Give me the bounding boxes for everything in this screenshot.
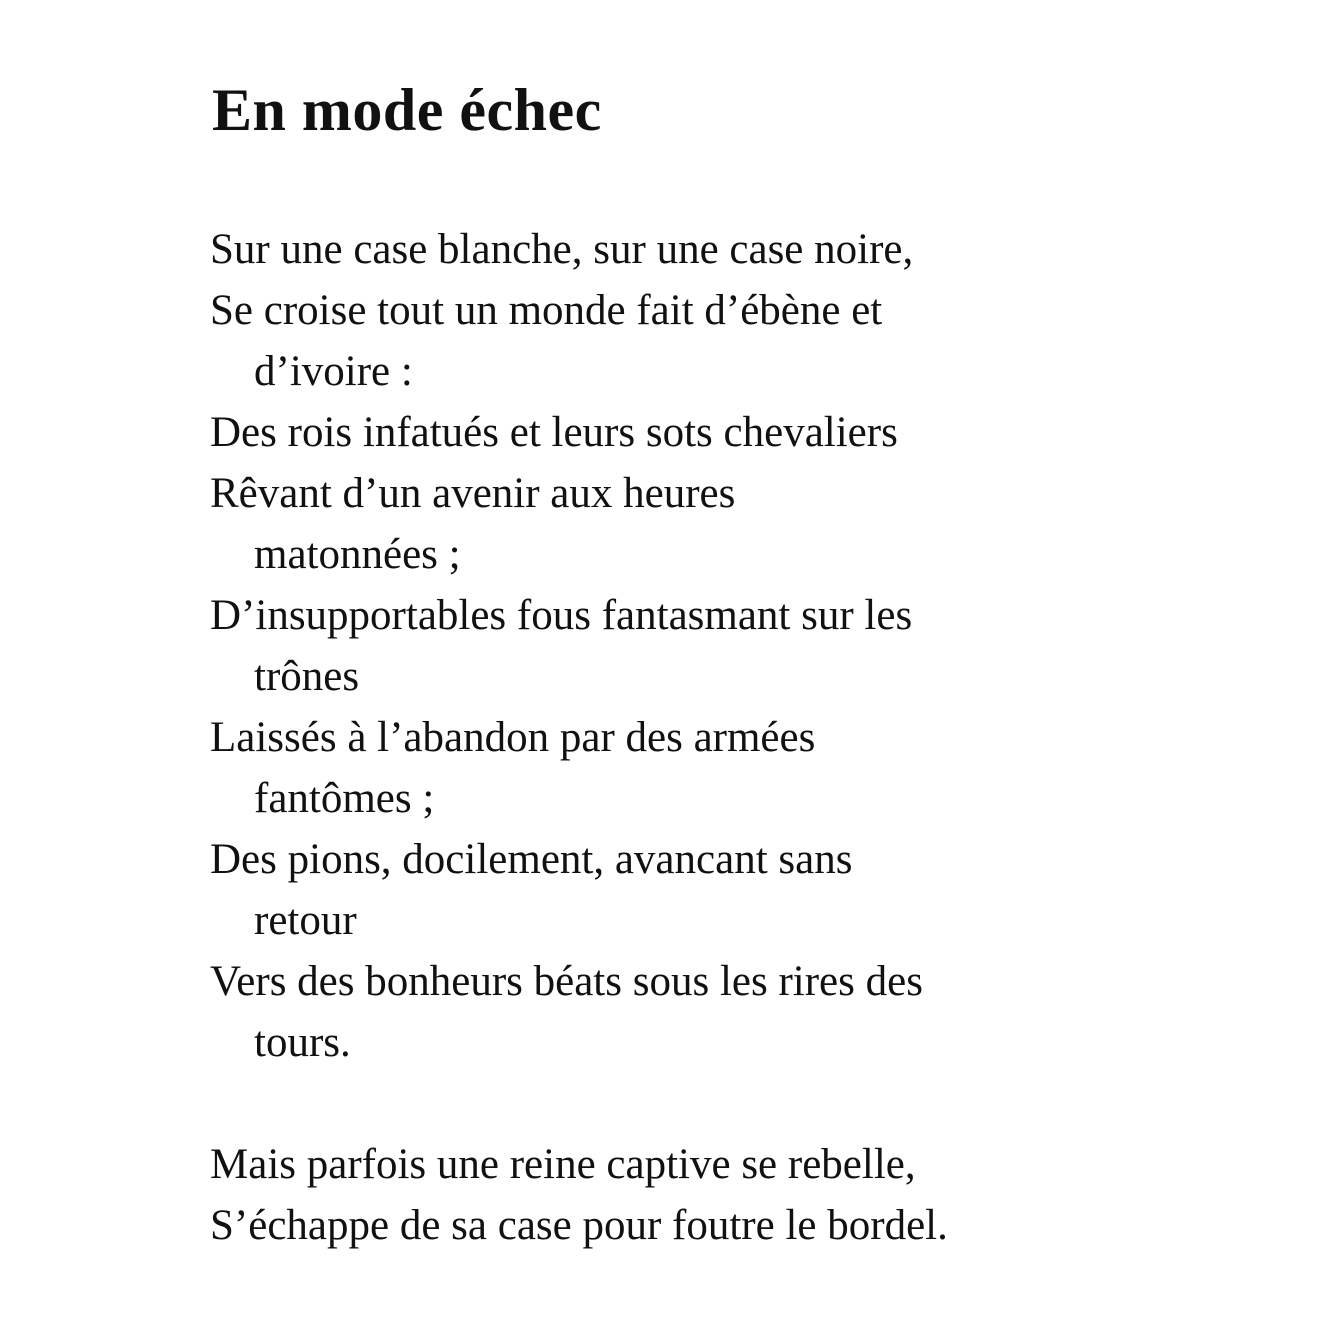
poem-line: d’ivoire : [254,348,413,395]
poem-line: matonnées ; [254,531,461,578]
poem-line: D’insupportables fous fantasmant sur les [210,592,913,639]
poem-line: Rêvant d’un avenir aux heures [210,470,736,517]
stanza-2 [210,1134,1304,1256]
poem-line: retour [254,897,357,944]
poem-line: Des rois infatués et leurs sots chevaliers [210,409,898,456]
poem-line: Mais parfois une reine captive se rebelle, [210,1141,916,1188]
poem-title: En mode échec [212,77,602,143]
poem-line: tours. [254,1019,351,1066]
poem-line: trônes [254,653,360,700]
poem-line: Des pions, docilement, avancant sans [210,836,853,883]
stanza-1 [210,219,1304,1073]
poem-line: S’échappe de sa case pour foutre le bordel. [210,1202,948,1249]
poem-line: Se croise tout un monde fait d’ébène et [210,287,883,334]
poem-line: Vers des bonheurs béats sous les rires des [210,958,923,1005]
poem-line: Laissés à l’abandon par des armées [210,714,816,761]
poem-line: fantômes ; [254,775,435,822]
poem-line: Sur une case blanche, sur une case noire, [210,226,914,273]
